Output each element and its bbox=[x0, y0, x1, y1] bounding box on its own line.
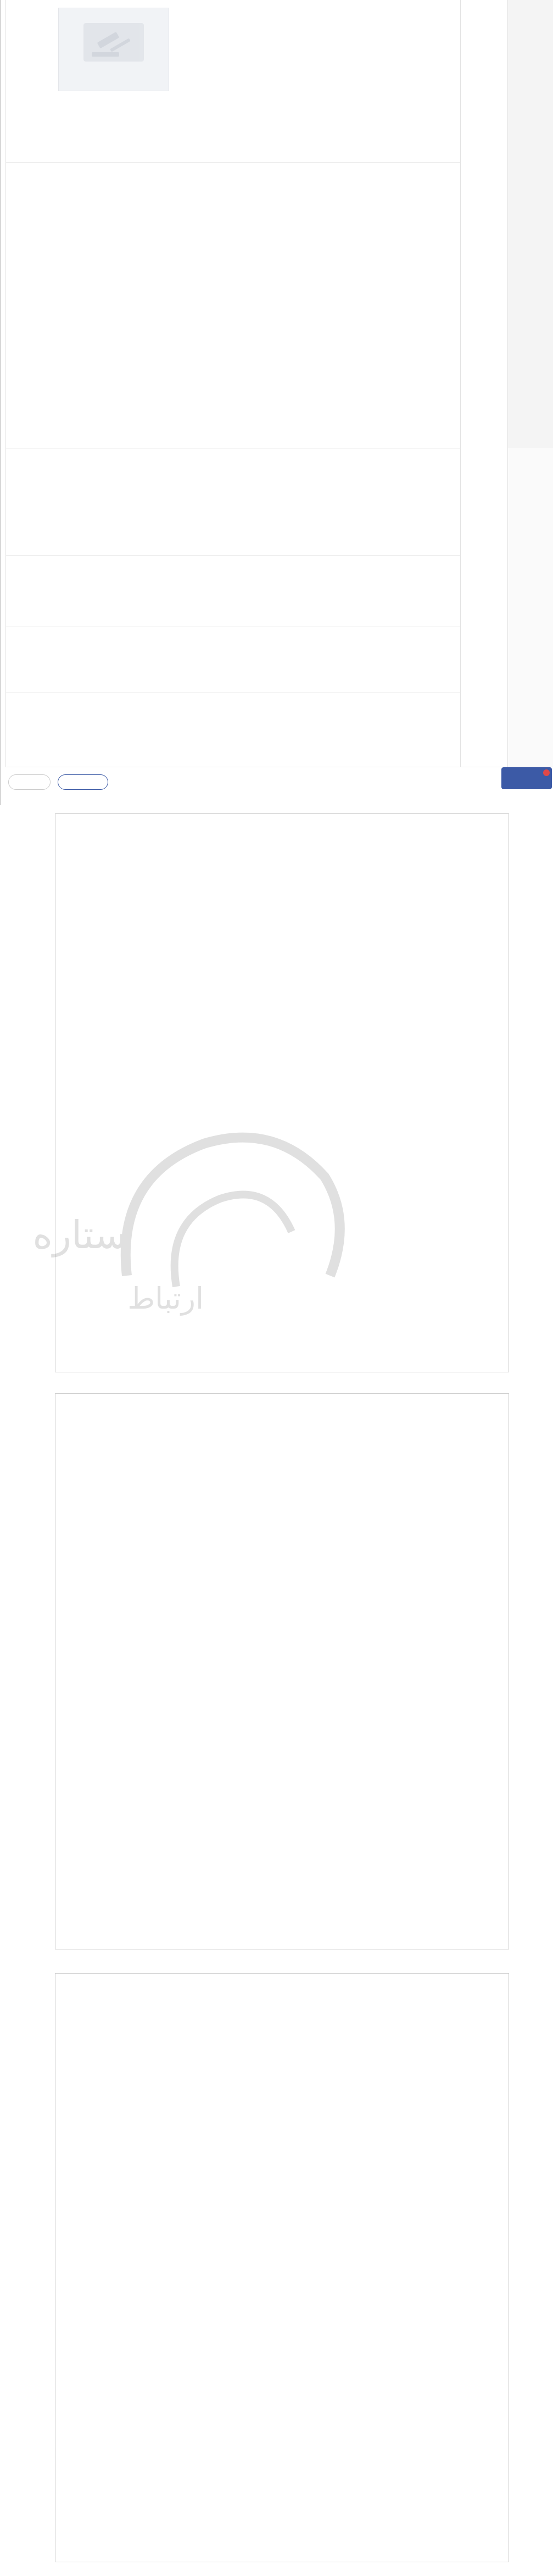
device-block bbox=[6, 627, 460, 693]
gavel-placeholder-icon bbox=[81, 20, 147, 64]
attachments-button[interactable] bbox=[501, 767, 552, 789]
tab-device[interactable] bbox=[507, 627, 553, 693]
document-page-1 bbox=[32, 813, 509, 1372]
tab-notes[interactable] bbox=[507, 693, 553, 767]
tab-transaction-info[interactable] bbox=[507, 0, 553, 448]
tab-owners[interactable] bbox=[507, 448, 553, 556]
transaction-details-section bbox=[0, 0, 553, 805]
section-tabs bbox=[508, 0, 553, 767]
scrollbar-track[interactable] bbox=[0, 0, 1, 805]
svg-text:ارتباط: ارتباط bbox=[127, 1281, 204, 1316]
view-details-button[interactable] bbox=[58, 774, 108, 790]
owners-block bbox=[6, 448, 460, 556]
svg-text:ستاره: ستاره bbox=[32, 1212, 127, 1257]
back-button[interactable] bbox=[8, 774, 51, 790]
property-details-block bbox=[6, 162, 460, 448]
action-bar bbox=[5, 767, 553, 806]
notification-badge bbox=[543, 769, 550, 776]
finance-block bbox=[6, 555, 460, 627]
no-preview-image bbox=[58, 8, 169, 91]
transaction-info-block bbox=[6, 0, 460, 163]
document-page-2 bbox=[55, 1393, 509, 1949]
details-panel bbox=[5, 0, 461, 767]
tab-finance[interactable] bbox=[507, 555, 553, 627]
document-page-3 bbox=[55, 1973, 509, 2562]
watermark-logo bbox=[32, 1111, 379, 1342]
notes-block bbox=[6, 693, 460, 767]
